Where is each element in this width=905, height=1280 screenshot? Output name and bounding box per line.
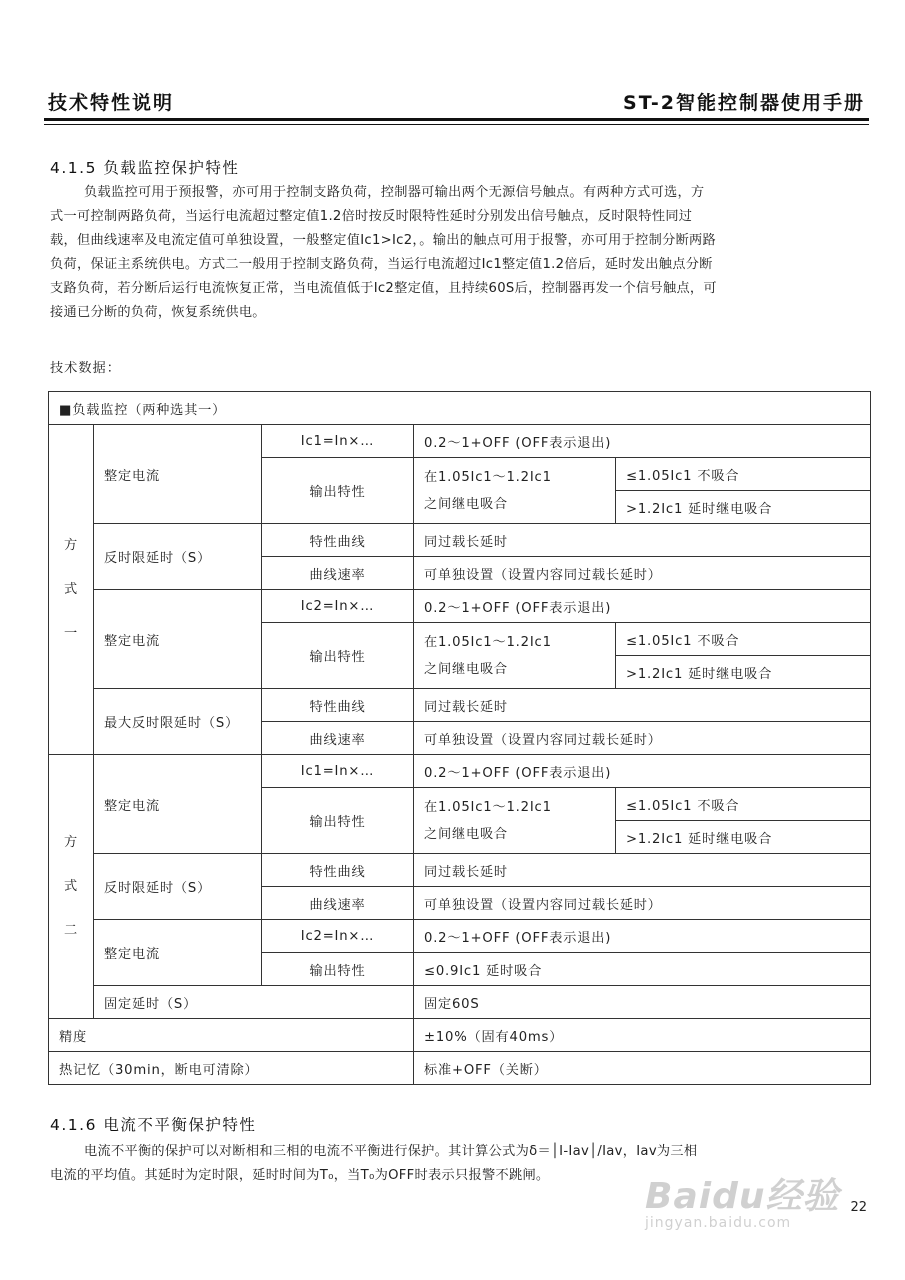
table-cell: 整定电流 xyxy=(94,920,262,986)
thermal-memory-label: 热记忆（30min，断电可清除） xyxy=(49,1052,414,1085)
table-cell: ≤0.9Ic1 延时吸合 xyxy=(414,953,871,986)
header-rule-thick xyxy=(44,118,869,121)
table-cell: ≤1.05Ic1 不吸合 xyxy=(616,788,871,821)
paragraph-line: 载，但曲线速率及电流定值可单独设置，一般整定值Ic1>Ic2，。输出的触点可用于报警，亦可用于控制分断两路 xyxy=(50,233,717,248)
paragraph-line: 电流的平均值。其延时为定时限，延时时间为T₀，当T₀为OFF时表示只报警不跳闸。 xyxy=(50,1168,550,1183)
precision-label: 精度 xyxy=(49,1019,414,1052)
table-cell: 在1.05Ic1～1.2Ic1 之间继电吸合 xyxy=(414,623,616,689)
table-cell: 输出特性 xyxy=(262,953,414,986)
watermark-site: jingyan.baidu.com xyxy=(645,1215,792,1231)
precision-value: ±10%（固有40ms） xyxy=(414,1019,871,1052)
table-cell: Ic1=In×… xyxy=(262,755,414,788)
table-cell: Ic2=In×… xyxy=(262,920,414,953)
baidu-watermark xyxy=(645,1168,855,1238)
table-row xyxy=(49,755,871,788)
table-cell: 特性曲线 xyxy=(262,689,414,722)
table-cell: 输出特性 xyxy=(262,788,414,854)
table-cell: 0.2～1+OFF (OFF表示退出) xyxy=(414,920,871,953)
tech-data-label: 技术数据： xyxy=(50,361,121,376)
table-cell: 最大反时限延时（S） xyxy=(94,689,262,755)
watermark-logo: Baidu经验 xyxy=(645,1176,840,1217)
table-cell: 整定电流 xyxy=(94,590,262,689)
section-body-load-monitor xyxy=(50,181,867,325)
mode1-label: 方 式 一 xyxy=(49,425,94,755)
table-row xyxy=(49,392,871,425)
table-cell: 同过载长延时 xyxy=(414,689,871,722)
paragraph-line: 负荷，保证主系统供电。方式二一般用于控制支路负荷，当运行电流超过Ic1整定值1.2倍后，延时发出触点分断 xyxy=(50,257,713,272)
table-row xyxy=(49,1052,871,1085)
table-cell: 输出特性 xyxy=(262,623,414,689)
header-left-title: 技术特性说明 xyxy=(48,92,175,114)
header-right-title: ST-2智能控制器使用手册 xyxy=(623,92,865,114)
header-rule-thin xyxy=(44,124,869,125)
table-cell: >1.2Ic1 延时继电吸合 xyxy=(616,491,871,524)
table-cell: >1.2Ic1 延时继电吸合 xyxy=(616,821,871,854)
table-cell: 同过载长延时 xyxy=(414,524,871,557)
table-cell: >1.2Ic1 延时继电吸合 xyxy=(616,656,871,689)
table-cell: ≤1.05Ic1 不吸合 xyxy=(616,623,871,656)
table-cell: 整定电流 xyxy=(94,755,262,854)
table-row xyxy=(49,425,871,458)
table-cell: 固定延时（S） xyxy=(94,986,414,1019)
page-number: 22 xyxy=(850,1200,867,1215)
table-row xyxy=(49,524,871,557)
table-cell: 反时限延时（S） xyxy=(94,524,262,590)
spec-table xyxy=(48,391,871,1085)
table-cell: 曲线速率 xyxy=(262,722,414,755)
table-cell: 可单独设置（设置内容同过载长延时） xyxy=(414,887,871,920)
table-row xyxy=(49,854,871,887)
paragraph-line: 电流不平衡的保护可以对断相和三相的电流不平衡进行保护。其计算公式为δ＝│I-Iav│/Iav，Iav为三相 xyxy=(84,1144,698,1159)
table-cell: 整定电流 xyxy=(94,425,262,524)
table-cell: 在1.05Ic1～1.2Ic1 之间继电吸合 xyxy=(414,788,616,854)
table-cell: 特性曲线 xyxy=(262,854,414,887)
table-row xyxy=(49,590,871,623)
table-cell: 特性曲线 xyxy=(262,524,414,557)
table-cell: 在1.05Ic1～1.2Ic1 之间继电吸合 xyxy=(414,458,616,524)
table-cell: 反时限延时（S） xyxy=(94,854,262,920)
thermal-memory-value: 标准+OFF（关断） xyxy=(414,1052,871,1085)
paragraph-line: 接通已分断的负荷，恢复系统供电。 xyxy=(50,305,266,320)
table-title: ■负载监控（两种选其一） xyxy=(49,392,871,425)
table-cell: 0.2～1+OFF (OFF表示退出) xyxy=(414,425,871,458)
table-cell: Ic2=In×… xyxy=(262,590,414,623)
table-cell: 可单独设置（设置内容同过载长延时） xyxy=(414,557,871,590)
table-cell: 曲线速率 xyxy=(262,557,414,590)
table-cell: 输出特性 xyxy=(262,458,414,524)
table-cell: 固定60S xyxy=(414,986,871,1019)
table-row xyxy=(49,1019,871,1052)
table-row xyxy=(49,986,871,1019)
table-cell: 同过载长延时 xyxy=(414,854,871,887)
table-cell: 0.2～1+OFF (OFF表示退出) xyxy=(414,755,871,788)
section-title-load-monitor: 4.1.5 负载监控保护特性 xyxy=(50,159,240,177)
table-cell: ≤1.05Ic1 不吸合 xyxy=(616,458,871,491)
paragraph-line: 支路负荷，若分断后运行电流恢复正常，当电流值低于Ic2整定值，且持续60S后，控制器再发一个信号触点，可 xyxy=(50,281,717,296)
paragraph-line: 负载监控可用于预报警，亦可用于控制支路负荷，控制器可输出两个无源信号触点。有两种方式可选，方 xyxy=(84,185,705,200)
section-title-imbalance: 4.1.6 电流不平衡保护特性 xyxy=(50,1116,257,1134)
table-cell: Ic1=In×… xyxy=(262,425,414,458)
table-cell: 曲线速率 xyxy=(262,887,414,920)
paragraph-line: 式一可控制两路负荷，当运行电流超过整定值1.2倍时按反时限特性延时分别发出信号触点，反时限特性同过 xyxy=(50,209,693,224)
table-row xyxy=(49,920,871,953)
table-cell: 0.2～1+OFF (OFF表示退出) xyxy=(414,590,871,623)
table-row xyxy=(49,689,871,722)
table-cell: 可单独设置（设置内容同过载长延时） xyxy=(414,722,871,755)
mode2-label: 方 式 二 xyxy=(49,755,94,1019)
